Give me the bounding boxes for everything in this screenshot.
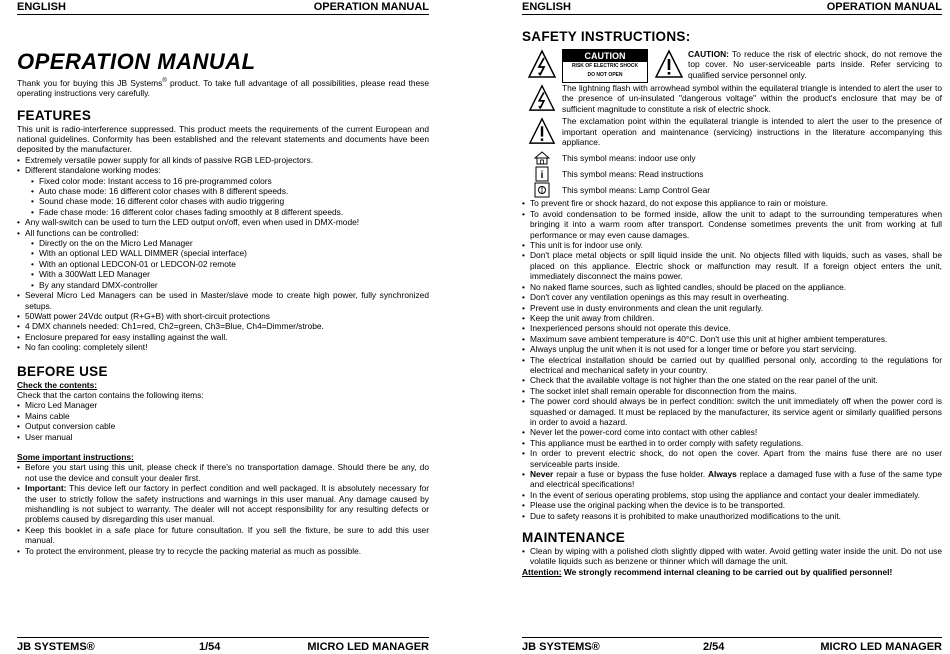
- list-item: • Keep the unit away from children.: [522, 313, 942, 323]
- list-item: • Clean by wiping with a polished cloth slightly dipped with water. Avoid getting water inside the unit. Do not use volatile liquids such as benzene or thinner which will damage the unit.: [522, 546, 942, 567]
- caution-row: [522, 49, 942, 83]
- list-item: • Sound chase mode: 16 different color chases with audio triggering: [17, 196, 429, 206]
- svg-text:i: i: [540, 169, 544, 181]
- list-item: • No fan cooling: completely silent!: [17, 342, 429, 352]
- mode-list: [17, 176, 429, 218]
- list-item: • Never let the power-cord come into contact with other cables!: [522, 427, 942, 437]
- list-item: • Before you start using this unit, please check if there's no transportation damage. Should there be any, do not use the device and consult your dealer first.: [17, 462, 429, 483]
- list-item: • Output conversion cable: [17, 421, 429, 431]
- contents-list: [17, 400, 429, 442]
- list-item: • The socket inlet shall remain operable for disconnection from the mains.: [522, 386, 942, 396]
- features-intro: This unit is radio-interference suppressed. This product meets the requirements of the current European and national guidelines. Conformity has been established and the relevant statements and documents have been deposited by the manufacturer.: [17, 123, 429, 155]
- list-item: • Due to safety reasons it is prohibited to make unauthorized modifications to the unit.: [522, 511, 942, 521]
- safety-list: [522, 198, 942, 521]
- header-title: OPERATION MANUAL: [313, 1, 429, 13]
- house-icon: [522, 151, 562, 165]
- list-item: • In the event of serious operating problems, stop using the appliance and contact your dealer immediately.: [522, 490, 942, 500]
- exclamation-row: [522, 116, 942, 147]
- feature-list-2: [17, 217, 429, 238]
- footer-page-number: 2/54: [703, 641, 725, 653]
- lamp-row: [522, 182, 942, 198]
- maintenance-heading: MAINTENANCE: [522, 530, 626, 546]
- list-item: • Check that the available voltage is not higher than the one stated on the rear panel of the unit.: [522, 375, 942, 385]
- header-title: OPERATION MANUAL: [826, 1, 942, 13]
- list-item: • Extremely versatile power supply for all kinds of passive RGB LED-projectors.: [17, 155, 429, 165]
- lamp-text: This symbol means: Lamp Control Gear: [562, 185, 711, 196]
- lamp-control-gear-icon: [522, 182, 562, 198]
- feature-list: [17, 155, 429, 176]
- footer-rule: [522, 637, 942, 638]
- list-item: • Inexperienced persons should not operate this device.: [522, 323, 942, 333]
- lightning-triangle-icon: [522, 49, 562, 83]
- list-item: • Don't cover any ventilation openings as this may result in overheating.: [522, 292, 942, 302]
- header-language: ENGLISH: [522, 1, 571, 13]
- check-heading: Check the contents:: [17, 379, 98, 390]
- list-item: • This unit is for indoor use only.: [522, 240, 942, 250]
- safety-heading: SAFETY INSTRUCTIONS:: [522, 29, 691, 44]
- lightning-row: [522, 83, 942, 114]
- attention-note: Attention: We strongly recommend internal cleaning to be carried out by qualified personnel!: [522, 566, 893, 577]
- list-item: • Fixed color mode: Instant access to 16 pre-programmed colors: [17, 176, 429, 186]
- indoor-text: This symbol means: indoor use only: [562, 152, 696, 163]
- list-item: • Keep this booklet in a safe place for future consultation. If you sell the fixture, be sure to add this user manual.: [17, 525, 429, 546]
- caution-text: CAUTION: To reduce the risk of electric shock, do not remove the top cover. No user-serviceable parts inside. Refer servicing to qualified service personnel only.: [688, 49, 942, 80]
- list-item: • Never repair a fuse or bypass the fuse holder. Always replace a damaged fuse with a fuse of the same type and electrical specifications!: [522, 469, 942, 490]
- list-item: • Always unplug the unit when it is not used for a longer time or before you start servicing.: [522, 344, 942, 354]
- list-item: • Any wall-switch can be used to turn the LED output on/off, even when used in DMX-mode!: [17, 217, 429, 227]
- list-item: • Mains cable: [17, 411, 429, 421]
- list-item: • To avoid condensation to be formed inside, allow the unit to adapt to the surrounding temperatures when bringing it into a warm room after transport. Condense sometimes prevents the unit from working at full performance or may even cause damages.: [522, 209, 942, 240]
- indoor-row: [522, 150, 942, 165]
- list-item: • With an optional LED WALL DIMMER (special interface): [17, 248, 429, 258]
- lightning-text: The lightning flash with arrowhead symbol within the equilateral triangle is intended to alert the user to the presence of un-insulated "dangerous voltage" within the product's enclosure that may be of sufficient magnitude to constitute a risk of electric shock.: [562, 83, 942, 114]
- list-item: • Please use the original packing when the device is to be transported.: [522, 500, 942, 510]
- header-language: ENGLISH: [17, 1, 66, 13]
- list-item: • Don't place metal objects or spill liquid inside the unit. No objects filled with liquids, such as vases, shall be placed on this appliance. Electric shock or malfunction may result. If a foreign object enters the unit, immediately disconnect the mains power.: [522, 250, 942, 281]
- footer-rule: [17, 637, 429, 638]
- list-item: • This appliance must be earthed in to order comply with safety regulations.: [522, 438, 942, 448]
- list-item: • User manual: [17, 432, 429, 442]
- header-rule: [522, 14, 942, 15]
- footer-brand: JB SYSTEMS®: [522, 641, 600, 653]
- before-use-heading: BEFORE USE: [17, 363, 108, 379]
- exclamation-triangle-icon: [522, 116, 562, 146]
- caution-label-box: CAUTION RISK OF ELECTRIC SHOCK DO NOT OPEN: [562, 49, 648, 83]
- features-heading: FEATURES: [17, 107, 92, 123]
- intro-text: Thank you for buying this JB Systems® product. To take full advantage of all possibilities, please read these operating instructions very carefully.: [17, 77, 429, 99]
- list-item: • Several Micro Led Managers can be used in Master/slave mode to create high power, fully synchronized setups.: [17, 290, 429, 311]
- list-item: • Maximum save ambient temperature is 40°C. Don't use this unit at higher ambient temperatures.: [522, 334, 942, 344]
- maintenance-list: [522, 546, 942, 567]
- list-item: • All functions can be controlled:: [17, 228, 429, 238]
- list-item: • To protect the environment, please try to recycle the packing material as much as possible.: [17, 546, 429, 556]
- list-item: • The power cord should always be in perfect condition: switch the unit immediately off when the power cord is squashed or damaged. It must be replaced by the manufacturer, its service agent or similarly qualified persons in order to avoid a hazard.: [522, 396, 942, 427]
- header-rule: [17, 14, 429, 15]
- list-item: • Auto chase mode: 16 different color chases with 8 different speeds.: [17, 186, 429, 196]
- list-item: • In order to prevent electric shock, do not open the cover. Apart from the mains fuse there are no user serviceable parts inside.: [522, 448, 942, 469]
- list-item: • 50Watt power 24Vdc output (R+G+B) with short-circuit protections: [17, 311, 429, 321]
- list-item: • The electrical installation should be carried out by qualified personal only, according to the regulations for electrical and mechanical safety in your country.: [522, 355, 942, 376]
- list-item: • Prevent use in dusty environments and clean the unit regularly.: [522, 303, 942, 313]
- lightning-triangle-icon: [522, 83, 562, 113]
- list-item: • Micro Led Manager: [17, 400, 429, 410]
- list-item: • Enclosure prepared for easy installing against the wall.: [17, 332, 429, 342]
- exclamation-triangle-icon: [652, 49, 686, 83]
- footer-product: MICRO LED MANAGER: [820, 641, 942, 653]
- list-item: • By any standard DMX-controller: [17, 280, 429, 290]
- list-item: • No naked flame sources, such as lighted candles, should be placed on the appliance.: [522, 282, 942, 292]
- list-item: • Directly on the on the Micro Led Manager: [17, 238, 429, 248]
- exclamation-text: The exclamation point within the equilateral triangle is intended to alert the user to the presence of important operation and maintenance (servicing) instructions in the literature accompanying this appliance.: [562, 116, 942, 148]
- read-text: This symbol means: Read instructions: [562, 168, 704, 179]
- read-row: [522, 165, 942, 182]
- feature-list-3: [17, 290, 429, 352]
- right-content: [522, 29, 942, 577]
- page-right: [475, 0, 950, 654]
- list-item: • To prevent fire or shock hazard, do not expose this appliance to rain or moisture.: [522, 198, 942, 208]
- footer-brand: JB SYSTEMS®: [17, 641, 95, 653]
- list-item: • Important: This device left our factory in perfect condition and well packaged. It is absolutely necessary for the user to strictly follow the safety instructions and warnings in this user manual. Any damage caused by mishandling is not subject to warranty. The dealer will not accept responsibility for any resulting defects or problems caused by disregarding this user manual.: [17, 483, 429, 525]
- instructions-list: [17, 462, 429, 556]
- important-heading: Some important instructions:: [17, 451, 134, 462]
- footer-product: MICRO LED MANAGER: [307, 641, 429, 653]
- list-item: • Different standalone working modes:: [17, 165, 429, 175]
- left-content: [17, 49, 429, 556]
- read-instructions-icon: [522, 166, 562, 182]
- page-title: OPERATION MANUAL: [17, 49, 256, 74]
- list-item: • With a 300Watt LED Manager: [17, 269, 429, 279]
- list-item: • With an optional LEDCON-01 or LEDCON-02 remote: [17, 259, 429, 269]
- list-item: • 4 DMX channels needed: Ch1=red, Ch2=green, Ch3=Blue, Ch4=Dimmer/strobe.: [17, 321, 429, 331]
- check-intro: Check that the carton contains the following items:: [17, 389, 204, 400]
- footer-page-number: 1/54: [199, 641, 221, 653]
- list-item: • Fade chase mode: 16 different color chases fading smoothly at 8 different speeds.: [17, 207, 429, 217]
- control-list: [17, 238, 429, 290]
